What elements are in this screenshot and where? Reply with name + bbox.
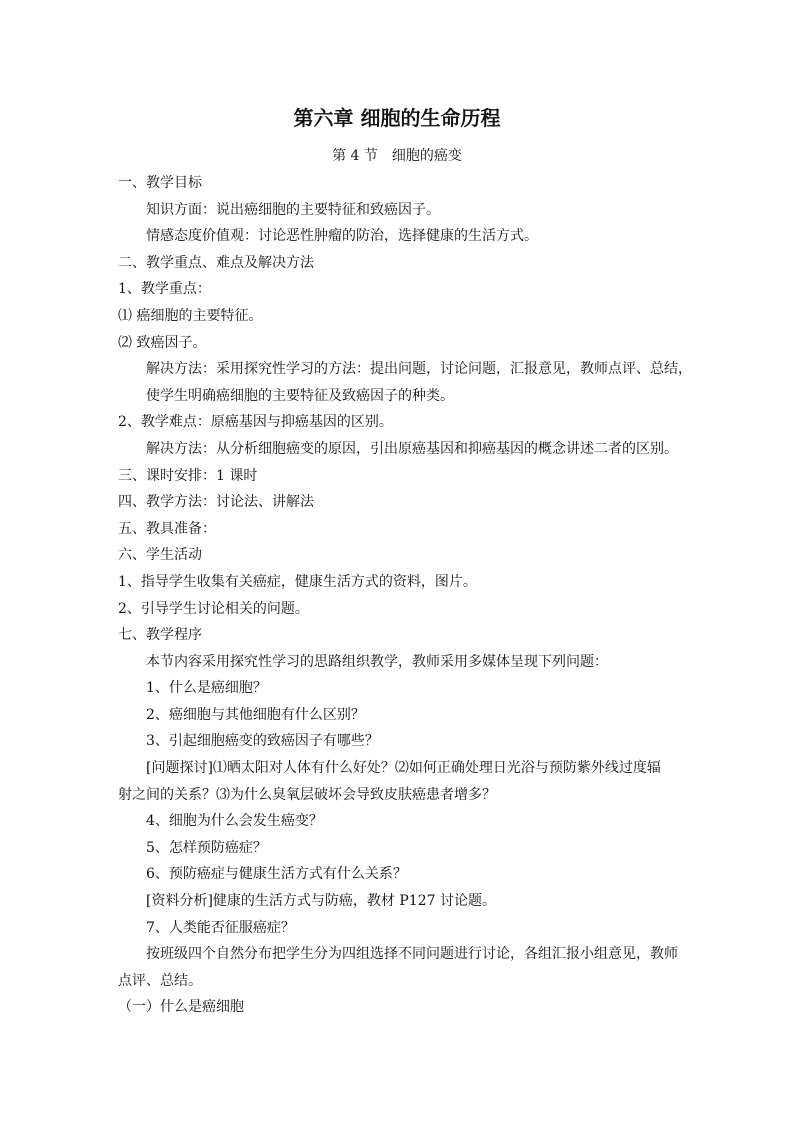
paragraph: 按班级四个自然分布把学生分为四组选择不同问题进行讨论，各组汇报小组意见，教师 [146, 946, 678, 963]
paragraph: 解决方法：采用探究性学习的方法：提出问题，讨论问题，汇报意见，教师点评、总结， [146, 361, 692, 378]
question-item: 6、预防癌症与健康生活方式有什么关系？ [146, 866, 407, 883]
heading-2: 二、教学重点、难点及解决方法 [118, 254, 314, 271]
heading-5: 五、教具准备： [118, 520, 216, 537]
section-subtitle: 第 4 节 细胞的癌变 [332, 148, 462, 164]
list-item: 1、指导学生收集有关癌症，健康生活方式的资料，图片。 [118, 573, 477, 590]
paragraph: 情感态度价值观：讨论恶性肿瘤的防治，选择健康的生活方式。 [146, 228, 538, 245]
subheading: 2、教学难点：原癌基因与抑癌基因的区别。 [118, 414, 393, 431]
paragraph: 本节内容采用探究性学习的思路组织教学，教师采用多媒体呈现下列问题： [146, 653, 608, 670]
question-item: 4、细胞为什么会发生癌变？ [146, 813, 323, 830]
list-item: ⑵ 致癌因子。 [118, 334, 207, 351]
paragraph-continued: 使学生明确癌细胞的主要特征及致癌因子的种类。 [146, 387, 454, 404]
heading-3: 三、课时安排：1 课时 [118, 467, 258, 484]
question-item: 1、什么是癌细胞？ [146, 680, 267, 697]
document-body [118, 170, 692, 1021]
material-analysis: [资料分析]健康的生活方式与防癌，教材 P127 讨论题。 [146, 893, 496, 910]
question-item: 5、怎样预防癌症？ [146, 839, 267, 856]
heading-1: 一、教学目标 [118, 175, 202, 191]
heading-6: 六、学生活动 [118, 547, 202, 564]
subheading: 1、教学重点： [118, 281, 211, 298]
question-item: 3、引起细胞癌变的致癌因子有哪些？ [146, 733, 379, 750]
heading-4: 四、教学方法：讨论法、讲解法 [118, 494, 314, 511]
list-item: 2、引导学生讨论相关的问题。 [118, 600, 309, 617]
heading-7: 七、教学程序 [118, 627, 202, 644]
question-item: 7、人类能否征服癌症？ [146, 919, 295, 936]
paragraph-continued: 点评、总结。 [118, 972, 202, 989]
problem-discussion: [问题探讨]⑴晒太阳对人体有什么好处？⑵如何正确处理日光浴与预防紫外线过度辐 [146, 760, 661, 777]
chapter-title: 第六章 细胞的生命历程 [293, 106, 501, 130]
problem-discussion-continued: 射之间的关系？⑶为什么臭氧层破坏会导致皮肤癌患者增多？ [118, 786, 496, 803]
question-item: 2、癌细胞与其他细胞有什么区别？ [146, 706, 365, 723]
list-item: ⑴ 癌细胞的主要特征。 [118, 307, 263, 324]
paragraph: 解决方法：从分析细胞癌变的原因，引出原癌基因和抑癌基因的概念讲述二者的区别。 [146, 440, 678, 457]
paragraph: 知识方面：说出癌细胞的主要特征和致癌因子。 [146, 201, 440, 218]
section-heading: （一）什么是癌细胞 [118, 999, 244, 1016]
